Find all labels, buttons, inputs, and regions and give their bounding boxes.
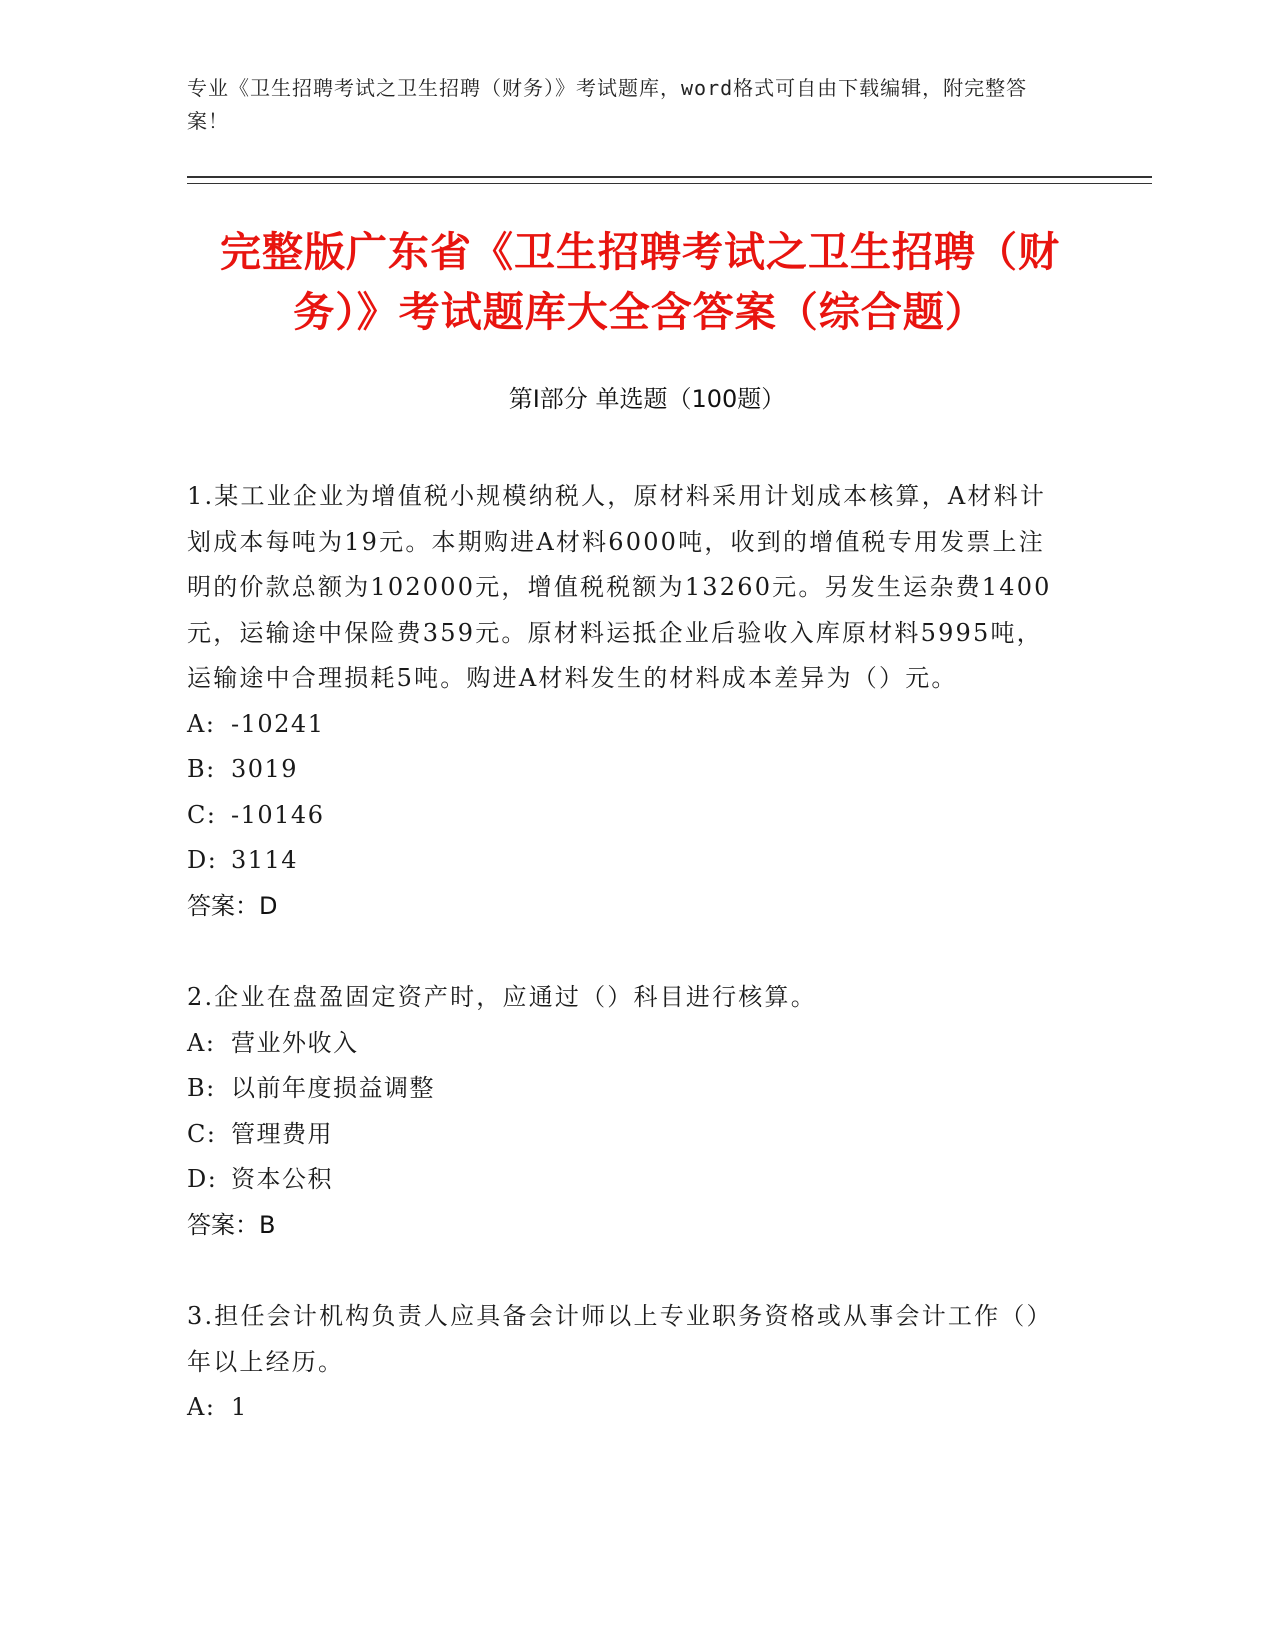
option-text: 管理费用	[231, 1119, 333, 1148]
question-list	[187, 474, 1067, 1477]
option-text: 营业外收入	[231, 1028, 359, 1057]
header-divider-thin	[187, 183, 1152, 184]
option-key: C:	[187, 800, 217, 829]
option-text: 3114	[231, 846, 299, 874]
question-stem: 3.担任会计机构负责人应具备会计师以上专业职务资格或从事会计工作（）年以上经历。	[187, 1302, 1053, 1376]
option-key: A:	[187, 1028, 216, 1057]
header-note: 专业《卫生招聘考试之卫生招聘（财务）》考试题库，word格式可自由下载编辑，附完整答案！	[187, 76, 1028, 133]
section-heading: 第I部分 单选题（100题）	[508, 385, 786, 413]
option-text: -10241	[231, 709, 325, 738]
option-text: 资本公积	[231, 1165, 333, 1193]
answer-label: 答案：B	[187, 1210, 276, 1239]
option-d	[187, 838, 1067, 884]
option-text: 3019	[231, 755, 299, 783]
question-3	[187, 1294, 1067, 1431]
option-key: D:	[187, 846, 218, 874]
option-b	[187, 1066, 1067, 1112]
question-2	[187, 975, 1067, 1248]
option-b	[187, 747, 1067, 793]
question-stem: 2.企业在盘盈固定资产时，应通过（）科目进行核算。	[187, 983, 817, 1011]
option-key: A:	[187, 709, 216, 738]
option-text: -10146	[231, 800, 325, 829]
question-1	[187, 474, 1067, 929]
option-key: B:	[187, 1074, 216, 1102]
question-stem: 1.某工业企业为增值税小规模纳税人，原材料采用计划成本核算，A材料计划成本每吨为19元。本期购进A材料6000吨，收到的增值税专用发票上注明的价款总额为102000元，增值税税额为13260元。另发生运杂费1400元，运输途中保险费359元。原材料运抵企业后验收入库原材料5995吨，运输途中合理损耗5吨。购进A材料发生的材料成本差异为（）元。	[187, 482, 1052, 692]
option-key: B:	[187, 755, 216, 783]
option-c	[187, 793, 1067, 839]
option-text: 以前年度损益调整	[231, 1074, 435, 1102]
option-a	[187, 1021, 1067, 1067]
option-a	[187, 1385, 1067, 1431]
option-d	[187, 1157, 1067, 1203]
option-key: D:	[187, 1165, 218, 1193]
option-key: A:	[187, 1393, 216, 1421]
header-divider-thick	[187, 176, 1152, 178]
option-a	[187, 702, 1067, 748]
document-title: 完整版广东省《卫生招聘考试之卫生招聘（财务）》考试题库大全含答案（综合题）	[220, 228, 1060, 336]
answer-label: 答案：D	[187, 891, 278, 920]
option-key: C:	[187, 1119, 217, 1148]
option-c	[187, 1112, 1067, 1158]
option-text: 1	[231, 1393, 248, 1421]
